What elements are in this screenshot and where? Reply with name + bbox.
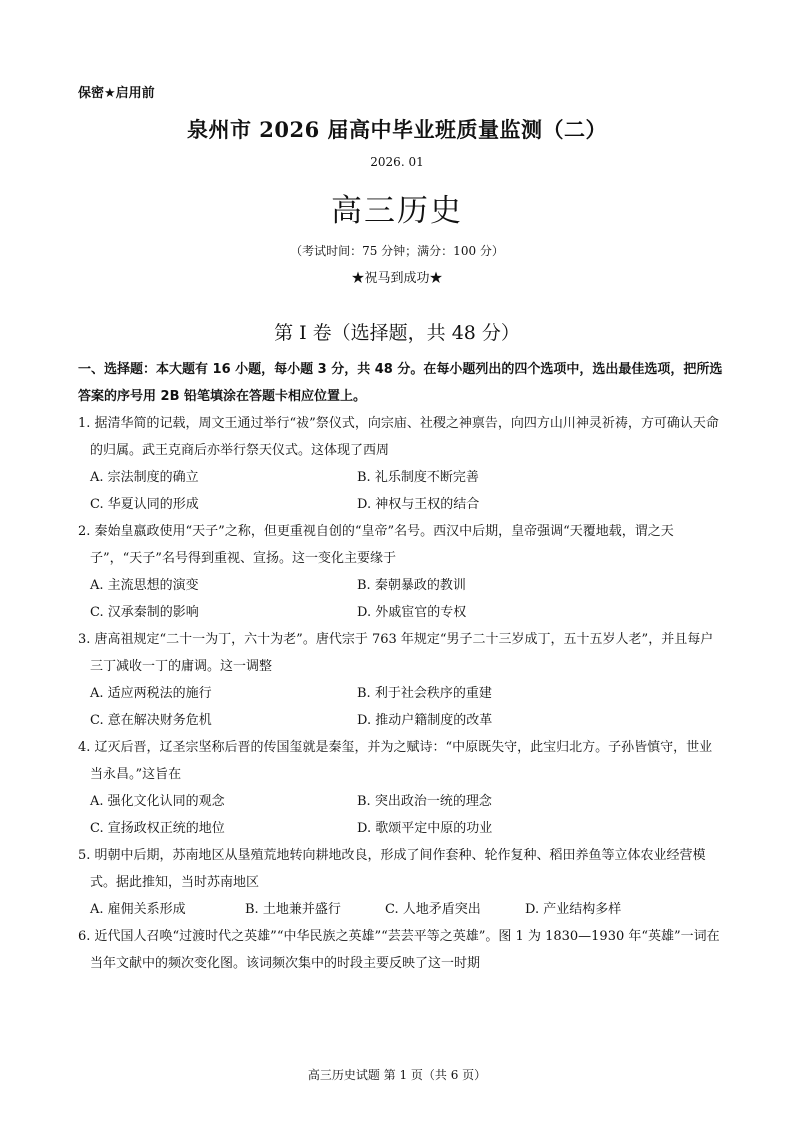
subject-title: 高三历史 bbox=[331, 193, 463, 229]
part-title: 第 I 卷（选择题，共 48 分） bbox=[274, 322, 520, 344]
option-a: A. 宗法制度的确立 bbox=[90, 470, 199, 485]
question-stem: 1. 据清华简的记载，周文王通过举行“祓”祭仪式，向宗庙、社稷之神禀告，向四方山川神灵祈祷，方可确认天命的归属。武王克商后亦举行祭天仪式。这体现了西周 bbox=[78, 416, 719, 458]
option-c: C. 意在解决财务危机 bbox=[90, 713, 212, 728]
option-c: C. 宣扬政权正统的地位 bbox=[90, 821, 225, 836]
question-1 bbox=[78, 410, 723, 518]
question-options bbox=[78, 896, 723, 923]
question-list bbox=[78, 410, 723, 977]
question-5 bbox=[78, 842, 723, 923]
section-instructions: 一、选择题：本大题有 16 小题，每小题 3 分，共 48 分。在每小题列出的四个选项中，选出最佳选项，把所选答案的序号用 2B 铅笔填涂在答题卡相应位置上。 bbox=[78, 362, 723, 404]
option-d: D. 推动户籍制度的改革 bbox=[357, 713, 493, 728]
question-stem: 2. 秦始皇嬴政使用“天子”之称，但更重视自创的“皇帝”名号。西汉中后期，皇帝强调“天覆地载，谓之天子”，“天子”名号得到重视、宣扬。这一变化主要缘于 bbox=[78, 524, 674, 566]
option-b: B. 利于社会秩序的重建 bbox=[357, 686, 492, 701]
secret-mark: 保密★启用前 bbox=[78, 86, 155, 101]
question-stem: 4. 辽灭后晋，辽圣宗坚称后晋的传国玺就是秦玺，并为之赋诗：“中原既失守，此宝归北方。子孙皆慎守，世业当永昌。”这旨在 bbox=[78, 740, 713, 782]
question-4 bbox=[78, 734, 723, 842]
option-c: C. 人地矛盾突出 bbox=[385, 902, 481, 917]
option-b: B. 突出政治一统的理念 bbox=[357, 794, 492, 809]
option-a: A. 强化文化认同的观念 bbox=[90, 794, 225, 809]
question-stem: 6. 近代国人召唤“过渡时代之英雄”“中华民族之英雄”“芸芸平等之英雄”。图 1 为 1830—1930 年“英雄”一词在当年文献中的频次变化图。该词频次集中的时段主要反映了这一时期 bbox=[78, 929, 720, 971]
question-options bbox=[78, 464, 723, 518]
question-2 bbox=[78, 518, 723, 626]
option-b: B. 礼乐制度不断完善 bbox=[357, 470, 479, 485]
option-b: B. 秦朝暴政的教训 bbox=[357, 578, 466, 593]
option-c: C. 华夏认同的形成 bbox=[90, 497, 199, 512]
wish-text: ★祝马到成功★ bbox=[351, 271, 443, 286]
question-3 bbox=[78, 626, 723, 734]
option-a: A. 适应两税法的施行 bbox=[90, 686, 212, 701]
option-d: D. 歌颂平定中原的功业 bbox=[357, 821, 493, 836]
exam-title: 泉州市 2026 届高中毕业班质量监测（二） bbox=[186, 117, 608, 142]
option-b: B. 土地兼并盛行 bbox=[245, 902, 341, 917]
page-footer: 高三历史试题 第 1 页（共 6 页） bbox=[307, 1068, 487, 1082]
option-a: A. 雇佣关系形成 bbox=[90, 902, 186, 917]
question-6 bbox=[78, 923, 723, 977]
option-d: D. 神权与王权的结合 bbox=[357, 497, 480, 512]
option-c: C. 汉承秦制的影响 bbox=[90, 605, 199, 620]
question-stem: 3. 唐高祖规定“二十一为丁，六十为老”。唐代宗于 763 年规定“男子二十三岁成丁，五十五岁人老”，并且每户三丁减收一丁的庸调。这一调整 bbox=[78, 632, 714, 674]
exam-info: （考试时间：75 分钟；满分：100 分） bbox=[290, 244, 504, 258]
question-stem: 5. 明朝中后期，苏南地区从垦殖荒地转向耕地改良，形成了间作套种、轮作复种、稻田养鱼等立体农业经营模式。据此推知，当时苏南地区 bbox=[78, 848, 706, 890]
option-a: A. 主流思想的演变 bbox=[90, 578, 199, 593]
question-options bbox=[78, 788, 723, 842]
option-d: D. 外戚宦官的专权 bbox=[357, 605, 467, 620]
exam-date: 2026. 01 bbox=[370, 155, 424, 169]
question-options bbox=[78, 680, 723, 734]
option-d: D. 产业结构多样 bbox=[525, 902, 622, 917]
question-options bbox=[78, 572, 723, 626]
